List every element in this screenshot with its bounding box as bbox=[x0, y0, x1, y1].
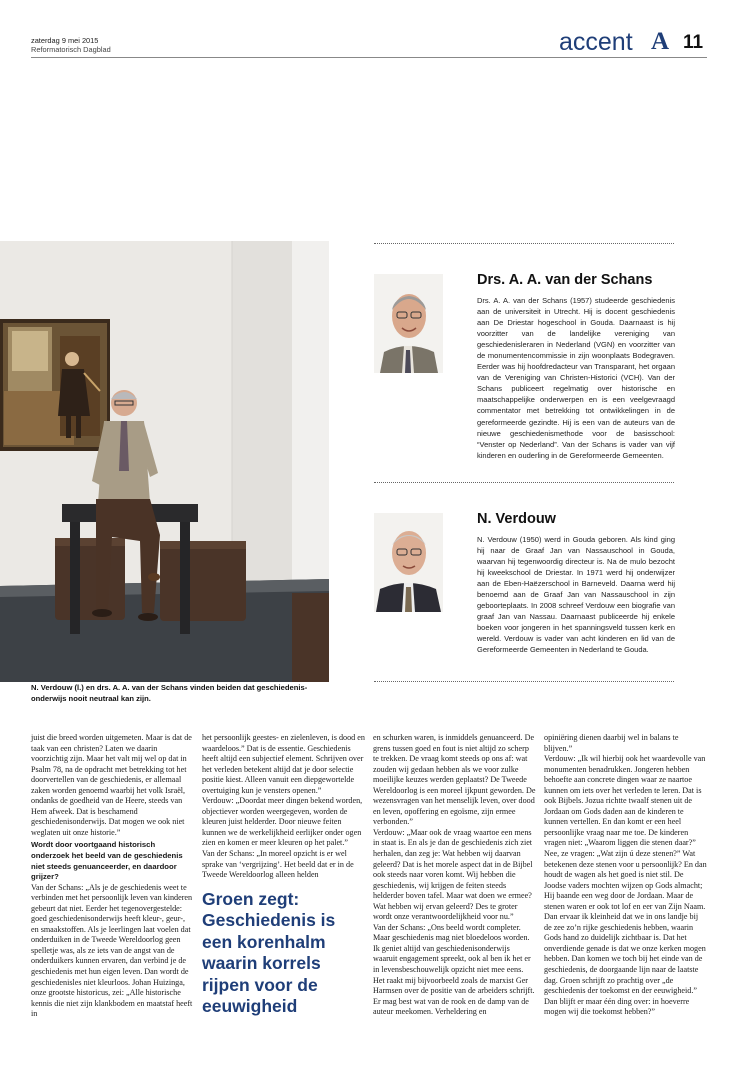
photo-illustration bbox=[0, 241, 329, 682]
paragraph: het persoonlijk geestes- en zielenleven, is dood en waardeloos.” Dat is de essentie. Geschiedenis heeft altijd een subjectief element. Schrijven over het verleden betekent altijd dat je door selectie positie kiest. Alleen vanuit een diepgewortelde overtuiging kun je vensters openen.” bbox=[202, 733, 365, 795]
bio-text-verdouw: N. Verdouw (1950) werd in Gouda geboren. Als kind ging hij naar de Graaf Jan van Nassauschool in Gouda, waarvan hij tegenwoordig directeur is. Na de mulo bezocht hij kweekschool de Driestar. In 1971 werd hij onderwijzer aan de Eben-Haëzerschool in Barneveld. Daarna werd hij benoemd aan de Graaf Jan van Nassauschool in zijn geboorteplaats. In 2008 schreef Verdouw een biografie van graaf Jan van Nassau. Daarnaast publiceerde hij enkele boeken voor jongeren in het spanningsveld tussen kerk en wereld. Verdouw is vader van acht kinderen en lid van de Gereformeerde Gemeenten in Nederland te Gouda. bbox=[477, 535, 675, 655]
bio-bottom-divider bbox=[374, 681, 674, 682]
paragraph: en schurken waren, is inmiddels genuanceerd. De grens tussen goed en fout is niet altijd zo scherp te trekken. De vraag komt steeds op ons af: wat zouden wij gedaan hebben als we voor zulke moeilijke keuzes werden geplaatst? De Tweede Wereldoorlog is een moreel ijkpunt geworden. De wezensvragen van het menselijk leven, over dood en leven, opoffering en egoïsme, zijn ermee verbonden.” bbox=[373, 733, 536, 827]
pull-quote: Groen zegt: Geschiedenis is een korenhalm waarin korrels rijpen voor de eeuwigheid bbox=[202, 888, 336, 1017]
section-logo: A bbox=[651, 28, 670, 55]
photo-caption: N. Verdouw (l.) en drs. A. A. van der Schans vinden beiden dat geschiedenisonderwijs nooit neutraal kan zijn. bbox=[31, 683, 308, 703]
paragraph: Van der Schans: „Ons beeld wordt completer. Maar geschiedenis mag niet bloedeloos worden. Ik geniet altijd van geschiedenisonderwijs waaruit engagement spreekt, ook al ben ik het er in levensbeschouwelijk opzicht niet mee eens. Het raakt mij bijvoorbeeld zoals de marxist Ger Harmsen over de positie van de arbeiders schrijft. Er mag best wat van de rook en de damp van de auteur meekomen. Verheldering en bbox=[373, 922, 535, 1017]
paragraph: Van der Schans: „In moreel opzicht is er wel sprake van ‘vergrijzing’. Het beeld dat er in de Tweede Wereldoorlog alleen helden bbox=[202, 849, 354, 880]
bio-name-verdouw: N. Verdouw bbox=[477, 511, 556, 527]
bio-middle-divider bbox=[374, 482, 674, 483]
paragraph: Verdouw: „Maar ook de vraag waartoe een mens in staat is. En als je dan de geschiedenis zich ziet herhalen, dan zeg je: Wat hebben wij daarvan geleerd? Dat is het morele aspect dat in de Bijbel ook steeds naar voren komt. Wij hebben die geschiedenis, wij krijgen de feiten steeds helderder boven tafel. Maar wat doen we ermee? Wat hebben wij ervan geleerd? Des te groter wordt onze verantwoordelijkheid voor nu.” bbox=[373, 827, 533, 922]
article-column-2 bbox=[202, 733, 365, 1018]
bio-text-van-der-schans: Drs. A. A. van der Schans (1957) studeerde geschiedenis aan de universiteit in Utrecht. Hij is docent geschiedenis aan De Driestar hogeschool in Gouda. Daarnaast is hij voorzitter van de landelijke vereniging van geschiedenisleraren in Nederland (VGN) en voorzitter van de monumentencommissie in zijn woonplaats Bodegraven. Eerder was hij hoofdredacteur van Transparant, het orgaan van de Vereniging van Christen-Historici (VCH). Van der Schans publiceert regelmatig over historische en maatschappelijke onderwerpen en is een veelgevraagd commentator met betrekking tot ontwikkelingen in de gereformeerde gezindte. Hij is een van de auteurs van de nieuwe geschiedenismethode voor de basisschool: “Venster op Nederland”. Van der Schans is vader van vijf kinderen en ouderling in de Gereformeerde Gemeenten. bbox=[477, 296, 675, 460]
portrait-verdouw bbox=[374, 513, 443, 612]
paragraph: opiniëring dienen daarbij wel in balans te blijven.” bbox=[544, 733, 679, 753]
main-photo bbox=[0, 241, 329, 682]
article-column-4 bbox=[544, 733, 707, 1018]
portrait-van-der-schans bbox=[374, 274, 443, 373]
paragraph: Verdouw: „Ik wil hierbij ook het waardevolle van monumenten benadrukken. Jongeren hebben behoefte aan concrete dingen waar ze naartoe kunnen om iets over het verleden te leren. Dat is ook Bijbels. Jozua richtte twaalf stenen uit de Jordaan om Gods daden aan de kinderen te kunnen vertellen. En dan komt er een heel persoonlijke vraag naar me toe. De kinderen vragen niet: „Waarom liggen die stenen daar?” Nee, ze vragen: „Wat zijn ú deze stenen?” Wat betekenen deze stenen voor u persoonlijk? En dan houdt de wagen als het goed is niet stil. De Joodse vaders mochten wijzen op Gods almacht; Hij baande een weg door de Jordaan. Maar de stenen waren er ook tot lof en eer van Zijn Naam. Dan ervaar ik kleinheid dat we in ons landje bij de zee zo’n rijke geschiedenis hebben, waarin Gods hand zo duidelijk zichtbaar is. Dat het onverdiende genade is dat we onze kerken mogen hebben. Dan komen we toch bij het einde van de geschiedenis, de doorgaande lijn naar de laatste dag. Groen schrijft zo prachtig over „de geschiedenis der toekomst en der eeuwigheid.” Dan blijft er maar één ding over: in hoeverre mogen wij die toekomst hebben?” bbox=[544, 754, 707, 1017]
newspaper-name: Reformatorisch Dagblad bbox=[31, 45, 111, 54]
header-divider bbox=[31, 57, 707, 58]
bio-top-divider bbox=[374, 243, 674, 244]
issue-date: zaterdag 9 mei 2015 bbox=[31, 36, 99, 45]
page-number: 11 bbox=[683, 32, 704, 53]
section-title: accent bbox=[559, 28, 633, 56]
article-column-3 bbox=[373, 733, 536, 1018]
paragraph: juist die breed worden uitgemeten. Maar is dat de taak van een christen? Laten we daarin voorzichtig zijn. Maar het valt mij wel op dat in Psalm 78, na de opdracht met betrekking tot het doorvertellen van de geschiedenis, er allemaal zaken worden genoemd waarbij het volk Israël, ondanks de goedheid van de Heere, steeds van Hem afweek. Dat is beschamend geschiedenisonderwijs. Dat mogen we ook niet weglaten uit onze historie.” bbox=[31, 733, 192, 837]
paragraph: Verdouw: „Doordat meer dingen bekend worden, objectiever worden weergegeven, worden de kleuren juist helderder. Door nieuwe feiten kunnen we de werkelijkheid eerlijker onder ogen zien en komen er meer kleuren op het palet.” bbox=[202, 796, 363, 848]
paragraph: Van der Schans: „Als je de geschiedenis weet te verbinden met het persoonlijk leven van kinderen gebeurt dat niet. Eerder het tegenovergestelde: goed geschiedenisonderwijs heeft kleur-, geur-, en smaakstoffen. Als je leerlingen laat voelen dat onderduiken in de Tweede Wereldoorlog geen spelletje was, als ze iets van de angst van de onderduikers kunnen ervaren, dan verbind je de geschiedenis met hun eigen leven. Dan wordt de geschiedenisles niet kleurloos. Johan Huizinga, onze grootste historicus, zei: „Alle historische kennis die niet zijn klankbodem en maatstaf heeft in bbox=[31, 882, 193, 1019]
article-column-1 bbox=[31, 733, 194, 1020]
bio-name-van-der-schans: Drs. A. A. van der Schans bbox=[477, 272, 653, 288]
interview-question: Wordt door voortgaand historisch onderzoek het beeld van de geschiedenis niet steeds genuanceerder, en daardoor grijzer? bbox=[31, 840, 183, 882]
